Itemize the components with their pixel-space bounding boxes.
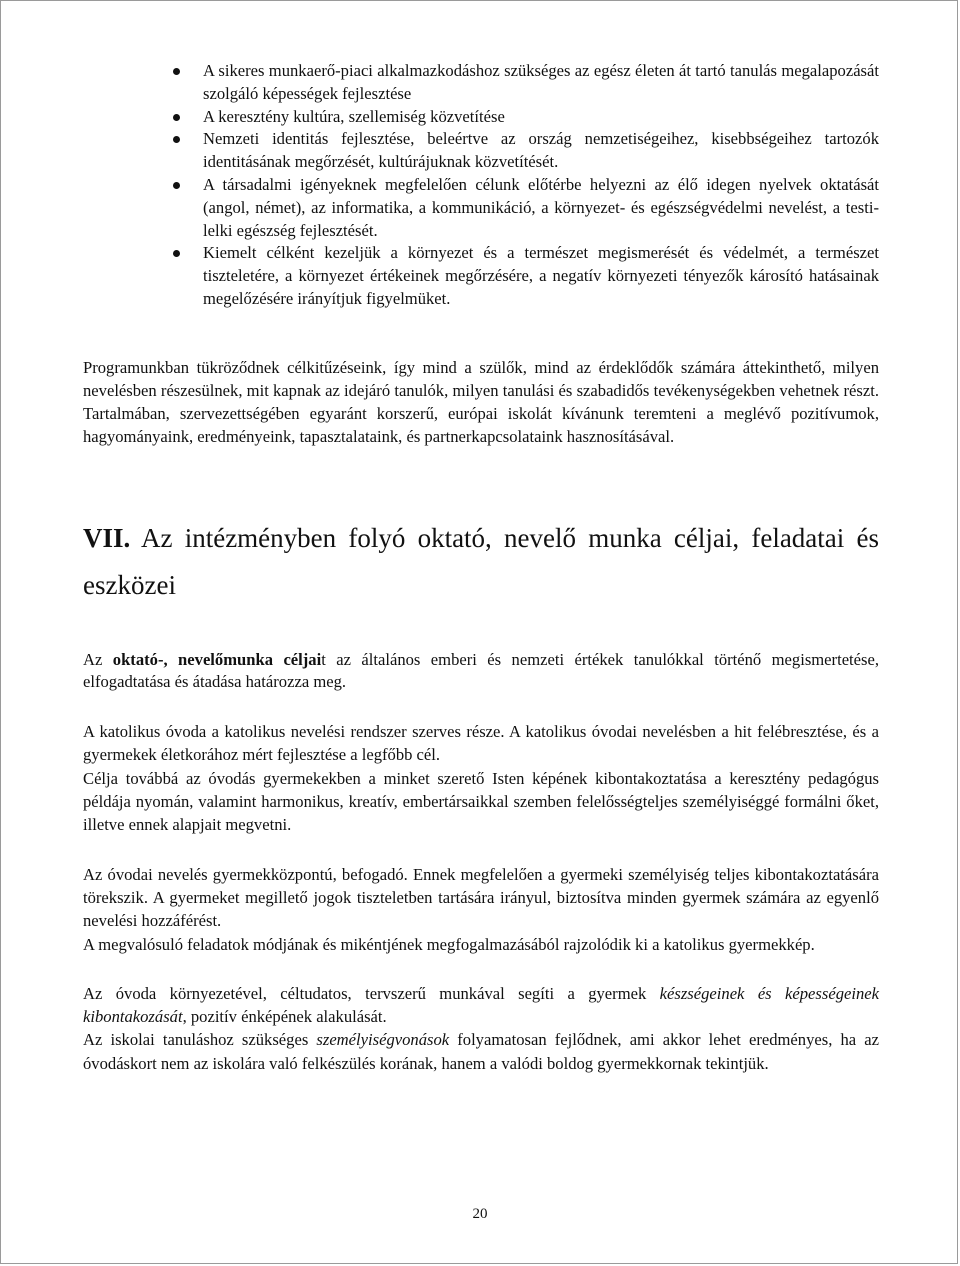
list-item-text: Nemzeti identitás fejlesztése, beleértve az ország nemzetiségeihez, kisebbségeihez tartozók identitásának megőrzését, kultúrájuknak közvetítését.	[203, 129, 879, 172]
list-item	[173, 106, 879, 129]
page-content	[83, 60, 879, 1075]
bullet-icon	[173, 68, 180, 75]
chapter-number: VII.	[83, 522, 131, 553]
program-paragraph: Programunkban tükröződnek célkitűzéseink, így mind a szülők, mind az érdeklődők számára áttekinthető, milyen nevelésben részesülnek, mit kapnak az idejáró tanulók, milyen tanulási és szabadidős tevékenységekben vehetnek részt. Tartalmában, szervezettségében egyaránt korszerű, európai iskolát kívánunk teremteni a meglévő pozitívumok, hagyományaink, eredményeink, tapasztalataink, és partnerkapcsolataink hasznosításával.	[83, 357, 879, 447]
school-text-a: Az iskolai tanuláshoz szükséges	[83, 1030, 317, 1050]
chapter-title: Az intézményben folyó oktató, nevelő munka céljai, feladatai és eszközei	[83, 522, 879, 600]
goals-bold-term: oktató-, nevelőmunka céljai	[112, 649, 322, 669]
chapter-heading	[83, 515, 879, 609]
bullet-icon	[173, 182, 180, 189]
page-number: 20	[472, 1206, 488, 1222]
school-text-b: folyamatosan fejlődnek, ami akkor lehet eredményes, ha az óvodáskort nem az iskolára való felkészülés korának, hanem a valódi boldog gyermekkornak tekintjük.	[83, 1030, 879, 1073]
list-item	[173, 128, 879, 174]
list-item-text: A társadalmi igényeknek megfelelően célunk előtérbe helyezni az élő idegen nyelvek oktatását (angol, német), az informatika, a kommunikáció, a környezet- és egészségvédelmi nevelést, a testi-lelki egészség fejlesztését.	[203, 174, 879, 240]
list-item	[173, 174, 879, 242]
bullet-icon	[173, 136, 180, 143]
school-readiness-paragraph	[83, 1028, 879, 1075]
environment-text-b: , pozitív énképének alakulását.	[182, 1007, 387, 1027]
bullet-icon	[173, 250, 180, 257]
goals-rest: t az általános emberi és nemzeti értékek tanulókkal történő megismertetése, elfogadtatása és átadása határozza meg.	[83, 649, 879, 692]
list-item-text: A keresztény kultúra, szellemiség közvetítése	[203, 106, 505, 126]
catholic-kindergarten-paragraph: A katolikus óvoda a katolikus nevelési rendszer szerves része. A katolikus óvodai nevelésben a hit felébresztése, és a gyermekek életkorához mért fejlesztése a legfőbb cél.	[83, 722, 879, 765]
list-item-text: Kiemelt célként kezeljük a környezet és a természet megismerését és védelmét, a természet tiszteletére, a környezet értékeinek megőrzésére, a negatív környezeti tényezők károsító hatásainak megelőzésére irányítjuk figyelmüket.	[203, 243, 879, 308]
goals-paragraph	[83, 649, 879, 695]
goals-bullet-list	[173, 60, 879, 311]
child-centered-paragraph: Az óvodai nevelés gyermekközpontú, befogadó. Ennek megfelelően a gyermeki személyiség teljes kibontakoztatására törekszik. A gyermeket megillető jogok tiszteletben tartására irányul, biztosítva minden gyermek számára az egyenlő nevelési hozzáférést.	[83, 864, 879, 931]
bullet-icon	[173, 114, 180, 121]
list-item	[173, 60, 879, 106]
school-italic: személyiségvonások	[316, 1030, 450, 1050]
environment-paragraph	[83, 982, 879, 1029]
goals-prefix: Az	[83, 649, 113, 669]
environment-text-a: Az óvoda környezetével, céltudatos, tervszerű munkával segíti a gyermek	[83, 983, 660, 1003]
environment-italic: készségeinek és képességeinek kibontakozását	[83, 983, 879, 1027]
list-item	[173, 242, 879, 310]
aim-paragraph: Célja továbbá az óvodás gyermekekben a minket szerető Isten képének kibontakoztatása a keresztény pedagógus példája nyomán, valamint harmonikus, kreatív, embertársaikkal szemben felelősségteljes személyiséggé formálni őket, illetve ennek alapjait megvetni.	[83, 768, 879, 835]
list-item-text: A sikeres munkaerő-piaci alkalmazkodáshoz szükséges az egész életen át tartó tanulás megalapozását szolgáló képességek fejlesztése	[203, 61, 879, 103]
child-image-paragraph: A megvalósuló feladatok módjának és mikéntjének megfogalmazásából rajzolódik ki a katolikus gyermekkép.	[83, 934, 815, 954]
